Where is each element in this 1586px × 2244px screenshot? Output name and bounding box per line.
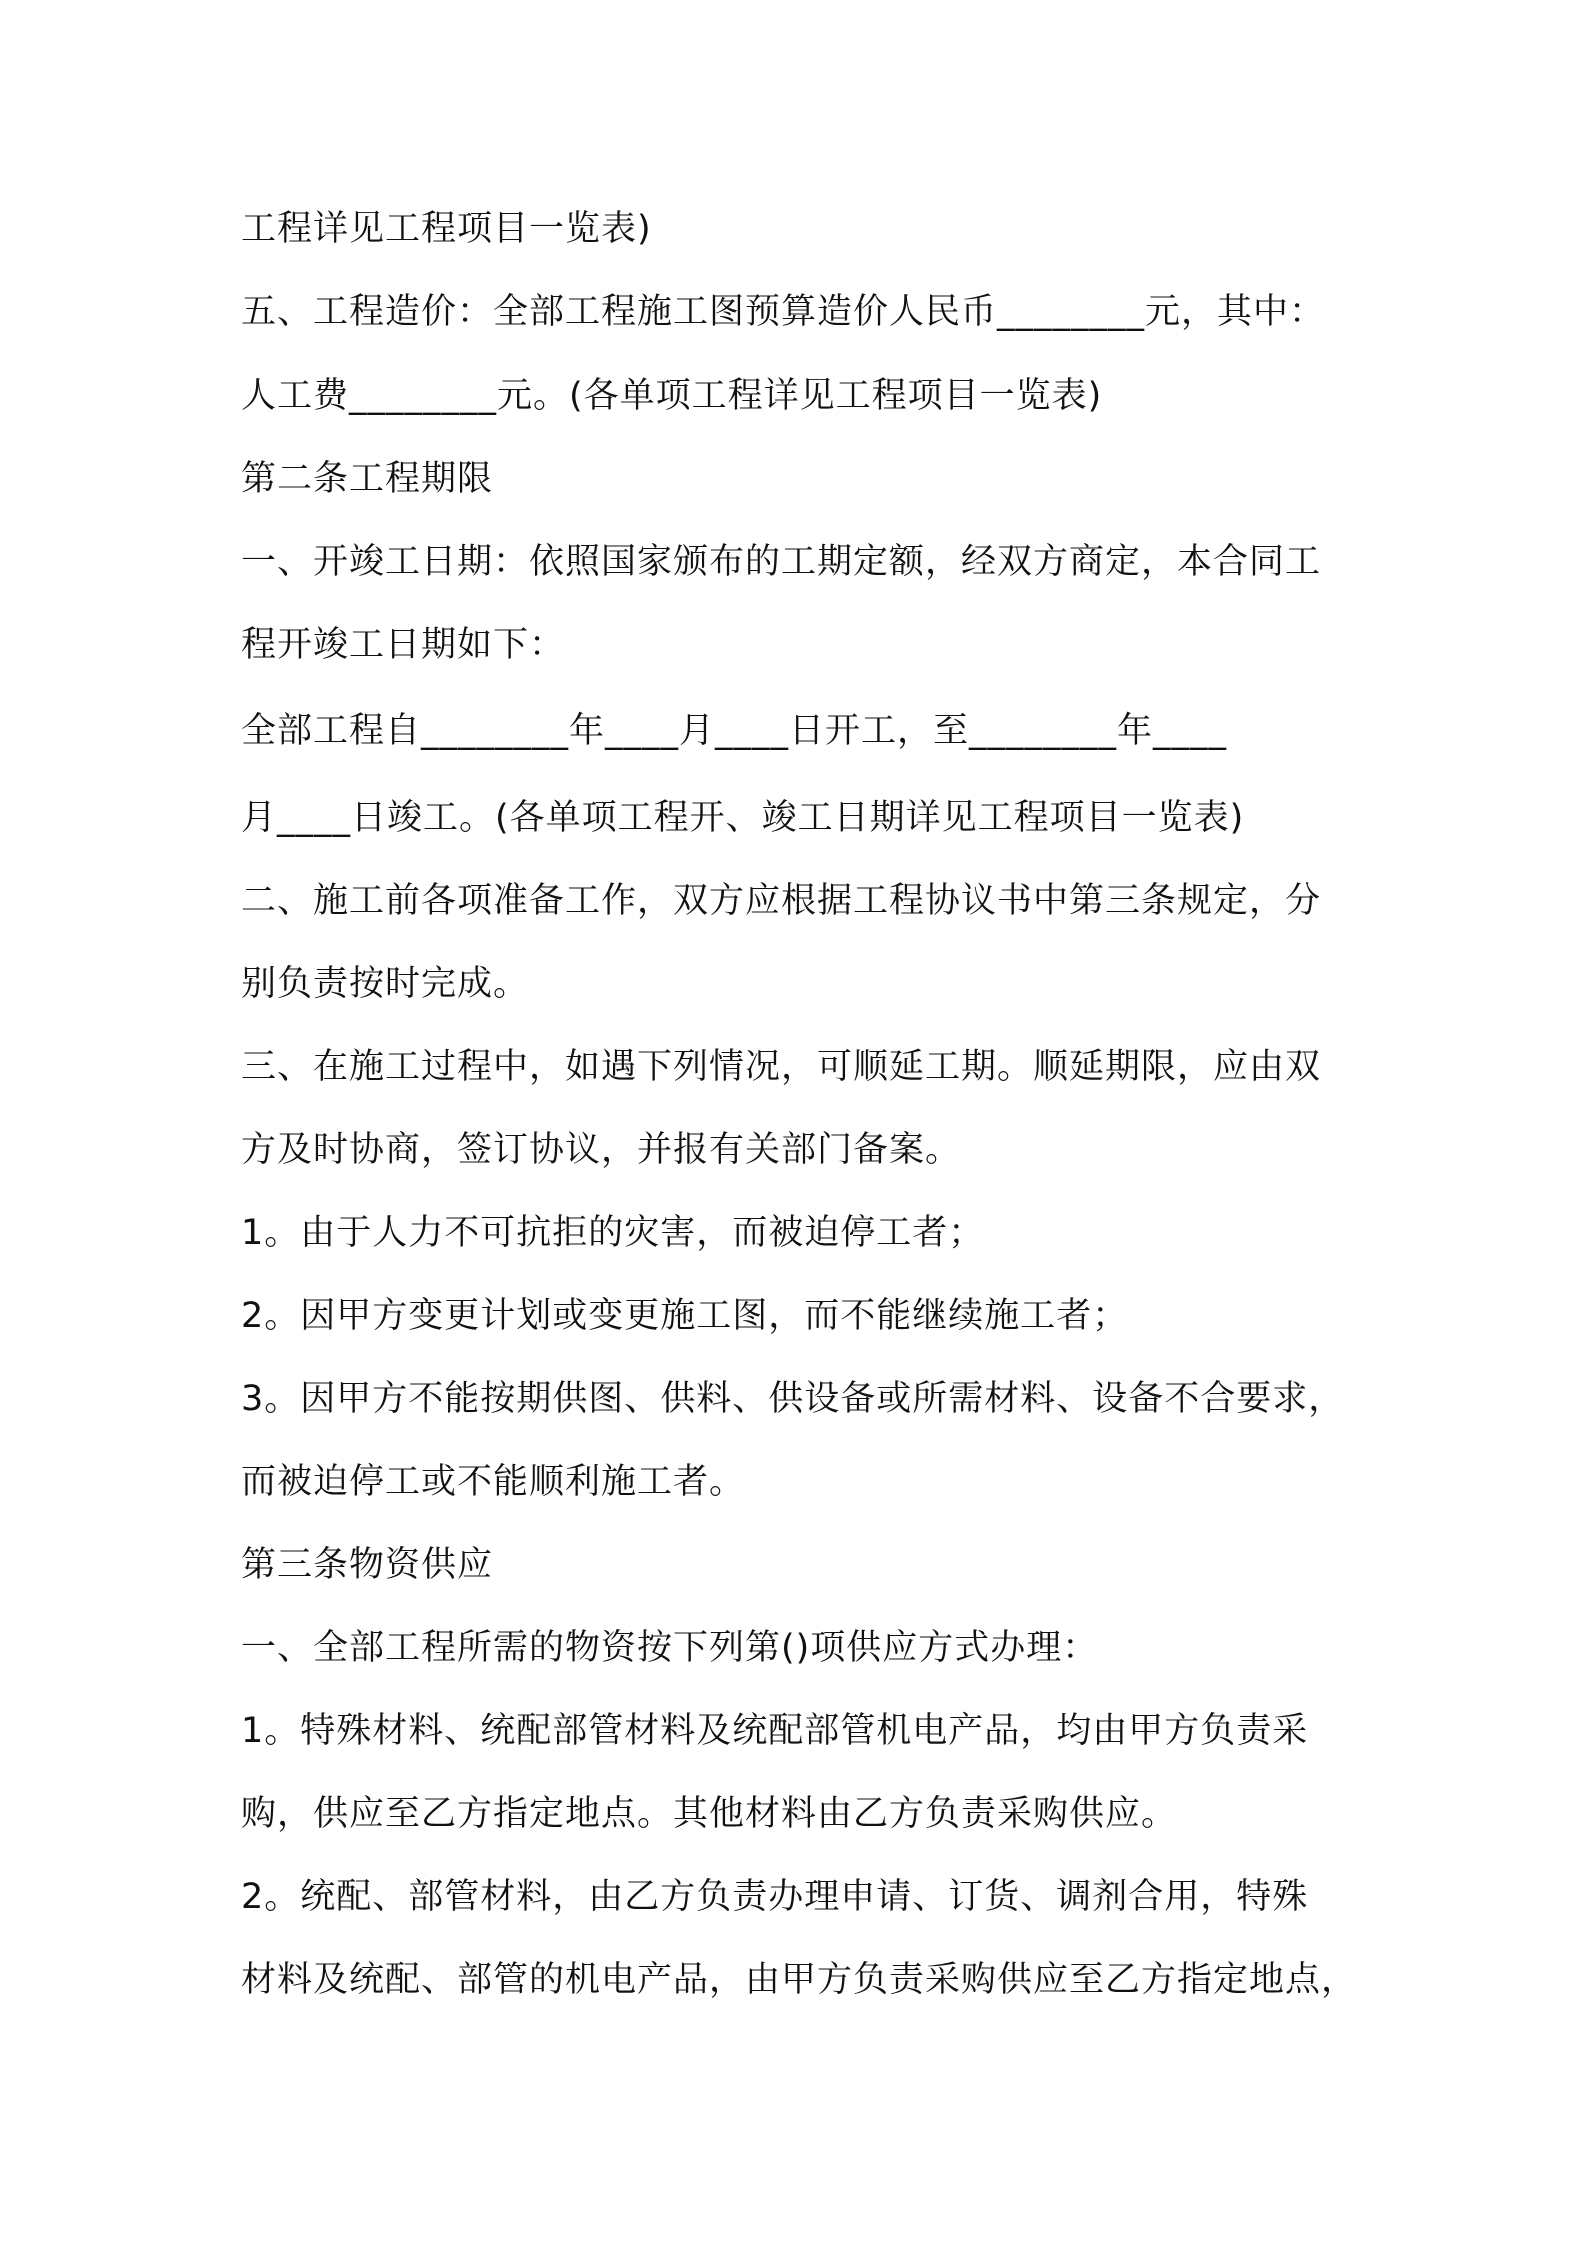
text-line: 方及时协商，签订协议，并报有关部门备案。	[241, 1130, 962, 1170]
text-line: 工程详见工程项目一览表)	[241, 209, 652, 249]
text-line: 购，供应至乙方指定地点。其他材料由乙方负责采购供应。	[241, 1794, 1178, 1834]
list-item: 1。由于人力不可抗拒的灾害，而被迫停工者；	[241, 1213, 985, 1253]
text-line: 一、全部工程所需的物资按下列第()项供应方式办理：	[241, 1628, 1099, 1668]
section-heading: 第三条物资供应	[241, 1545, 494, 1585]
text-line: 而被迫停工或不能顺利施工者。	[241, 1462, 746, 1502]
list-item: 3。因甲方不能按期供图、供料、供设备或所需材料、设备不合要求，	[241, 1379, 1345, 1419]
list-item: 2。统配、部管材料，由乙方负责办理申请、订货、调剂合用，特殊	[241, 1877, 1309, 1917]
section-heading: 第二条工程期限	[241, 459, 494, 499]
text-line: 全部工程自________年____月____日开工，至________年____	[241, 711, 1228, 751]
text-line: 月____日竣工。(各单项工程开、竣工日期详见工程项目一览表)	[241, 798, 1245, 838]
text-line: 一、开竣工日期：依照国家颁布的工期定额，经双方商定，本合同工	[241, 542, 1322, 582]
list-item: 1。特殊材料、统配部管材料及统配部管机电产品，均由甲方负责采	[241, 1711, 1309, 1751]
text-line: 材料及统配、部管的机电产品，由甲方负责采购供应至乙方指定地点，	[241, 1960, 1358, 2000]
text-line: 五、工程造价：全部工程施工图预算造价人民币________元，其中：	[241, 292, 1326, 332]
text-line: 程开竣工日期如下：	[241, 625, 566, 665]
text-line: 别负责按时完成。	[241, 964, 530, 1004]
text-line: 三、在施工过程中，如遇下列情况，可顺延工期。顺延期限，应由双	[241, 1047, 1322, 1087]
text-line: 人工费________元。(各单项工程详见工程项目一览表)	[241, 376, 1103, 416]
list-item: 2。因甲方变更计划或变更施工图，而不能继续施工者；	[241, 1296, 1129, 1336]
text-line: 二、施工前各项准备工作，双方应根据工程协议书中第三条规定，分	[241, 881, 1322, 921]
